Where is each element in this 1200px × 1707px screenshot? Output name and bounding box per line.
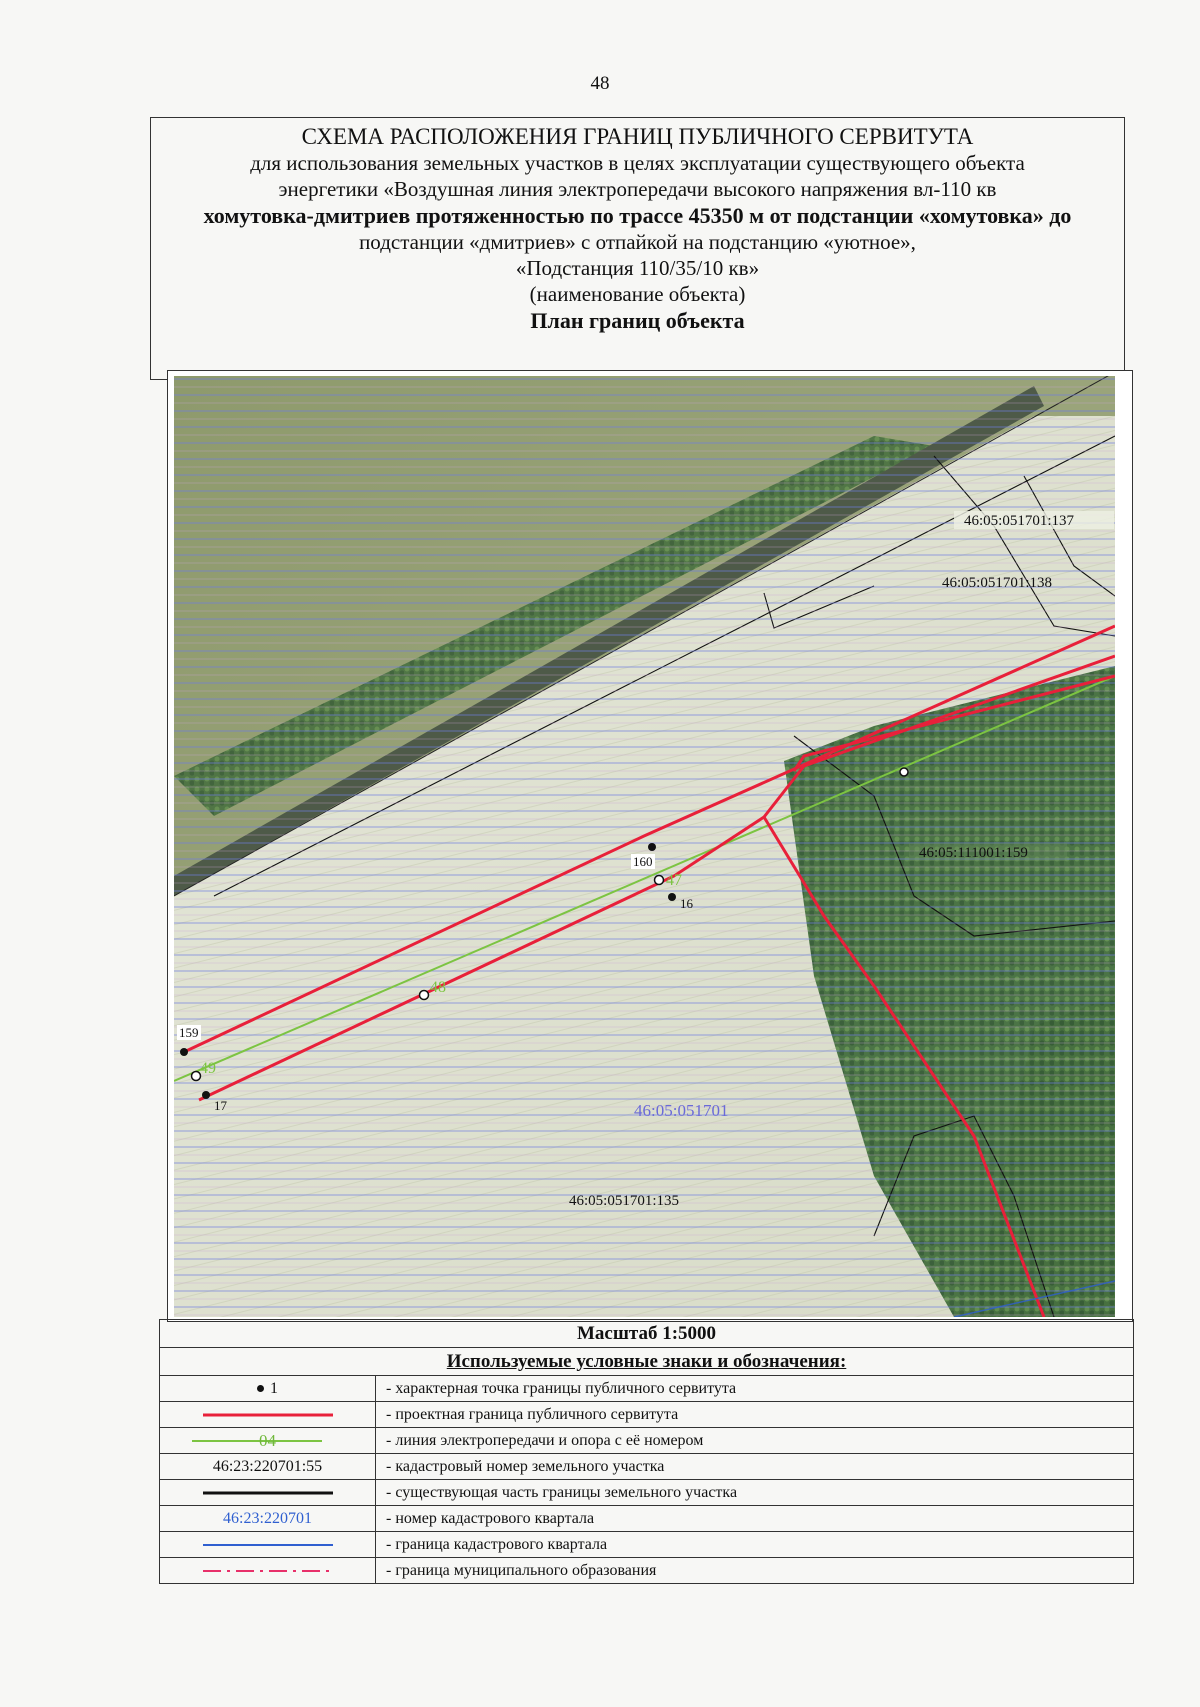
point-label: 17 [214,1098,227,1113]
point-symbol-icon [257,1385,264,1392]
title-line: энергетики «Воздушная линия электропередачи высокого напряжения вл-110 кв [278,177,997,201]
legend-symbol: 46:23:220701 [160,1506,376,1532]
legend-row [160,1428,1134,1454]
support-label: 47 [666,872,682,889]
legend-symbol: 1 [270,1379,278,1397]
title-line: для использования земельных участков в целях эксплуатации существующего объекта [250,151,1025,175]
title-line: «Подстанция 110/35/10 кв» [515,256,760,280]
boundary-point [668,893,676,901]
legend-description: - номер кадастрового квартала [376,1506,1134,1532]
title-line: подстанции «дмитриев» с отпайкой на подстанцию «уютное», [359,230,916,254]
parcel-number: 46:05:051701:135 [569,1193,680,1209]
legend-row [160,1402,1134,1428]
point-label: 16 [680,896,693,911]
legend-table [159,1319,1134,1584]
legend-description: - граница кадастрового квартала [376,1532,1134,1558]
boundary-point [180,1048,188,1056]
title-line: хомутовка-дмитриев протяженностью по трассе 45350 м от подстанции «хомутовка» до [203,203,1072,228]
boundary-point [202,1091,210,1099]
red-line-icon [203,1411,333,1419]
legend-description: - характерная точка границы публичного сервитута [376,1376,1134,1402]
support-label: 48 [430,979,446,996]
map-view[interactable] [174,376,1115,1317]
legend-row [160,1558,1134,1584]
page-number: 48 [590,73,610,94]
parcel-number: 46:05:051701:138 [942,575,1053,591]
boundary-point [648,843,656,851]
black-line-icon [203,1489,333,1497]
support-label: 49 [200,1060,216,1077]
power-line-icon [192,1436,322,1446]
support-marker [900,768,908,776]
point-label: 159 [179,1025,199,1040]
title-line: (наименование объекта) [529,282,746,306]
point-label: 160 [633,854,653,869]
parcel-number: 46:05:051701:137 [964,513,1075,529]
scheme-title: СХЕМА РАСПОЛОЖЕНИЯ ГРАНИЦ ПУБЛИЧНОГО СЕРВИТУТА [301,124,974,149]
legend-description: - проектная граница публичного сервитута [376,1402,1134,1428]
legend-symbol: 46:23:220701:55 [160,1454,376,1480]
legend-description: - линия электропередачи и опора с её номером [376,1428,1134,1454]
legend-description: - существующая часть границы земельного участка [376,1480,1134,1506]
legend-symbol: 04 [259,1430,276,1450]
parcel-number: 46:05:111001:159 [919,845,1028,861]
title-block [150,117,1125,380]
legend-description: - граница муниципального образования [376,1558,1134,1584]
legend-row [160,1480,1134,1506]
blue-line-icon [203,1541,333,1549]
support-marker [655,876,664,885]
legend-row [160,1506,1134,1532]
scale-label: Масштаб 1:5000 [160,1320,1134,1348]
legend-row [160,1532,1134,1558]
legend-description: - кадастровый номер земельного участка [376,1454,1134,1480]
plan-title: План границ объекта [530,308,745,333]
legend-row [160,1454,1134,1480]
dash-dot-line-icon [203,1567,333,1575]
support-marker [420,991,429,1000]
legend-row [160,1376,1134,1402]
legend-header: Используемые условные знаки и обозначения: [160,1348,1134,1376]
quarter-number: 46:05:051701 [634,1101,729,1120]
